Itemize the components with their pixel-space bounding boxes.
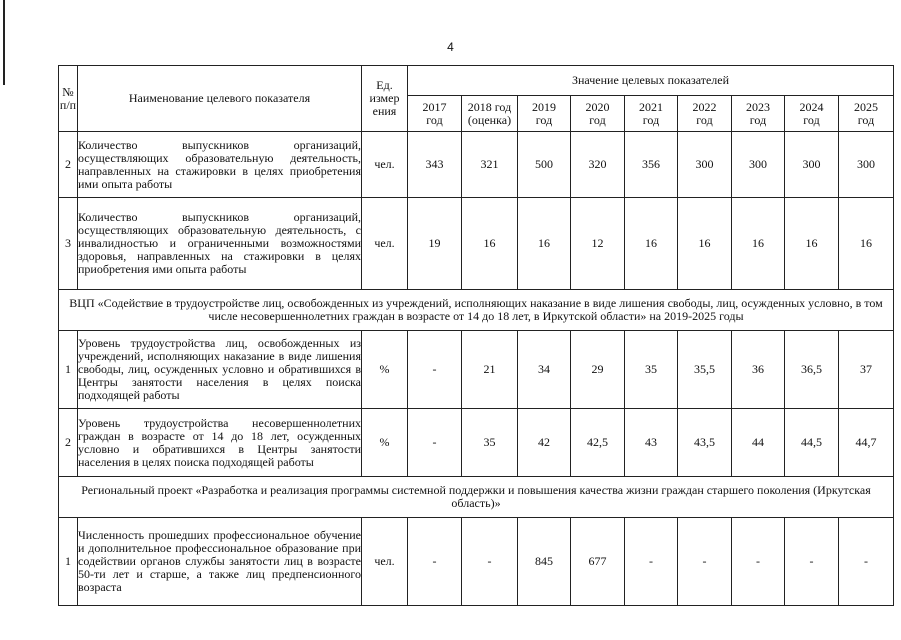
- row-value: 36: [732, 331, 785, 409]
- row-unit: %: [362, 331, 408, 409]
- target-indicators-table: [58, 65, 894, 606]
- row-value: 35: [625, 331, 678, 409]
- table-row: [59, 331, 894, 409]
- header-year: 2018 год (оценка): [462, 96, 518, 132]
- row-num: 2: [59, 409, 78, 477]
- header-year: 2021 год: [625, 96, 678, 132]
- row-indicator-name: Численность прошедших профессиональное обучение и дополнительное профессиональное образование при содействии органов службы занятости лиц в возрасте 50-ти лет и старше, а также лиц предпенсионного возраста: [78, 518, 362, 606]
- row-value: 44: [732, 409, 785, 477]
- row-num: 1: [59, 331, 78, 409]
- row-value: -: [462, 518, 518, 606]
- row-value: -: [408, 409, 462, 477]
- row-value: 343: [408, 132, 462, 198]
- row-unit: %: [362, 409, 408, 477]
- row-num: 3: [59, 198, 78, 290]
- row-indicator-name: Количество выпускников организаций, осуществляющих образовательную деятельность, направленных на стажировки в целях приобретения ими опыта работы: [78, 132, 362, 198]
- row-unit: чел.: [362, 198, 408, 290]
- header-year: 2024 год: [785, 96, 839, 132]
- row-value: 43,5: [678, 409, 732, 477]
- header-values-group: Значение целевых показателей: [408, 66, 894, 96]
- row-value: 677: [571, 518, 625, 606]
- row-value: 320: [571, 132, 625, 198]
- table-row: [59, 518, 894, 606]
- row-value: 43: [625, 409, 678, 477]
- row-value: 16: [518, 198, 571, 290]
- section-title-regional-project: Региональный проект «Разработка и реализация программы системной поддержки и повышения качества жизни граждан старшего поколения (Иркутская область)»: [59, 477, 894, 518]
- row-value: 42,5: [571, 409, 625, 477]
- row-value: 16: [785, 198, 839, 290]
- row-value: 321: [462, 132, 518, 198]
- row-value: -: [839, 518, 894, 606]
- row-value: 19: [408, 198, 462, 290]
- row-value: 35,5: [678, 331, 732, 409]
- row-num: 2: [59, 132, 78, 198]
- row-value: -: [732, 518, 785, 606]
- row-value: 34: [518, 331, 571, 409]
- section-header-row: [59, 477, 894, 518]
- row-value: 16: [462, 198, 518, 290]
- row-value: 35: [462, 409, 518, 477]
- header-name: Наименование целевого показателя: [78, 66, 362, 132]
- row-num: 1: [59, 518, 78, 606]
- row-value: 42: [518, 409, 571, 477]
- row-value: 44,5: [785, 409, 839, 477]
- row-value: 12: [571, 198, 625, 290]
- header-row: [59, 66, 894, 96]
- row-value: 300: [785, 132, 839, 198]
- header-year: 2025 год: [839, 96, 894, 132]
- row-value: 500: [518, 132, 571, 198]
- header-year: 2020 год: [571, 96, 625, 132]
- row-value: -: [785, 518, 839, 606]
- header-unit: Ед. измер ения: [362, 66, 408, 132]
- row-value: 300: [732, 132, 785, 198]
- row-indicator-name: Уровень трудоустройства несовершеннолетних граждан в возрасте от 14 до 18 лет, осужденных условно и обратившихся в Центры занятости населения в целях поиска подходящей работы: [78, 409, 362, 477]
- row-value: 16: [678, 198, 732, 290]
- row-value: -: [678, 518, 732, 606]
- row-value: 16: [732, 198, 785, 290]
- header-year: 2023 год: [732, 96, 785, 132]
- row-value: 300: [678, 132, 732, 198]
- row-value: 44,7: [839, 409, 894, 477]
- page-number: 4: [447, 40, 454, 54]
- section-title-vcp: ВЦП «Содействие в трудоустройстве лиц, освобожденных из учреждений, исполняющих наказание в виде лишения свободы, лиц, осужденных условно, в том числе несовершеннолетних граждан в возрасте от 14 до 18 лет, в Иркутской области» на 2019-2025 годы: [59, 290, 894, 331]
- row-unit: чел.: [362, 132, 408, 198]
- row-value: -: [408, 518, 462, 606]
- row-value: 16: [625, 198, 678, 290]
- row-value: 300: [839, 132, 894, 198]
- row-value: 16: [839, 198, 894, 290]
- row-value: -: [408, 331, 462, 409]
- section-header-row: [59, 290, 894, 331]
- header-year: 2019 год: [518, 96, 571, 132]
- row-value: 356: [625, 132, 678, 198]
- table-row: [59, 409, 894, 477]
- header-year: 2022 год: [678, 96, 732, 132]
- row-unit: чел.: [362, 518, 408, 606]
- header-year: 2017 год: [408, 96, 462, 132]
- row-value: 36,5: [785, 331, 839, 409]
- row-value: -: [625, 518, 678, 606]
- row-indicator-name: Количество выпускников организаций, осуществляющих образовательную деятельность, с инвалидностью и ограниченными возможностями здоровья, направленных на стажировки в целях приобретения ими опыта работы: [78, 198, 362, 290]
- header-num: № п/п: [59, 66, 78, 132]
- table-row: [59, 198, 894, 290]
- table-row: [59, 132, 894, 198]
- row-value: 37: [839, 331, 894, 409]
- row-value: 21: [462, 331, 518, 409]
- row-indicator-name: Уровень трудоустройства лиц, освобожденных из учреждений, исполняющих наказание в виде лишения свободы, лиц, осужденных условно и обратившихся в Центры занятости населения в целях поиска подходящей работы: [78, 331, 362, 409]
- row-value: 845: [518, 518, 571, 606]
- row-value: 29: [571, 331, 625, 409]
